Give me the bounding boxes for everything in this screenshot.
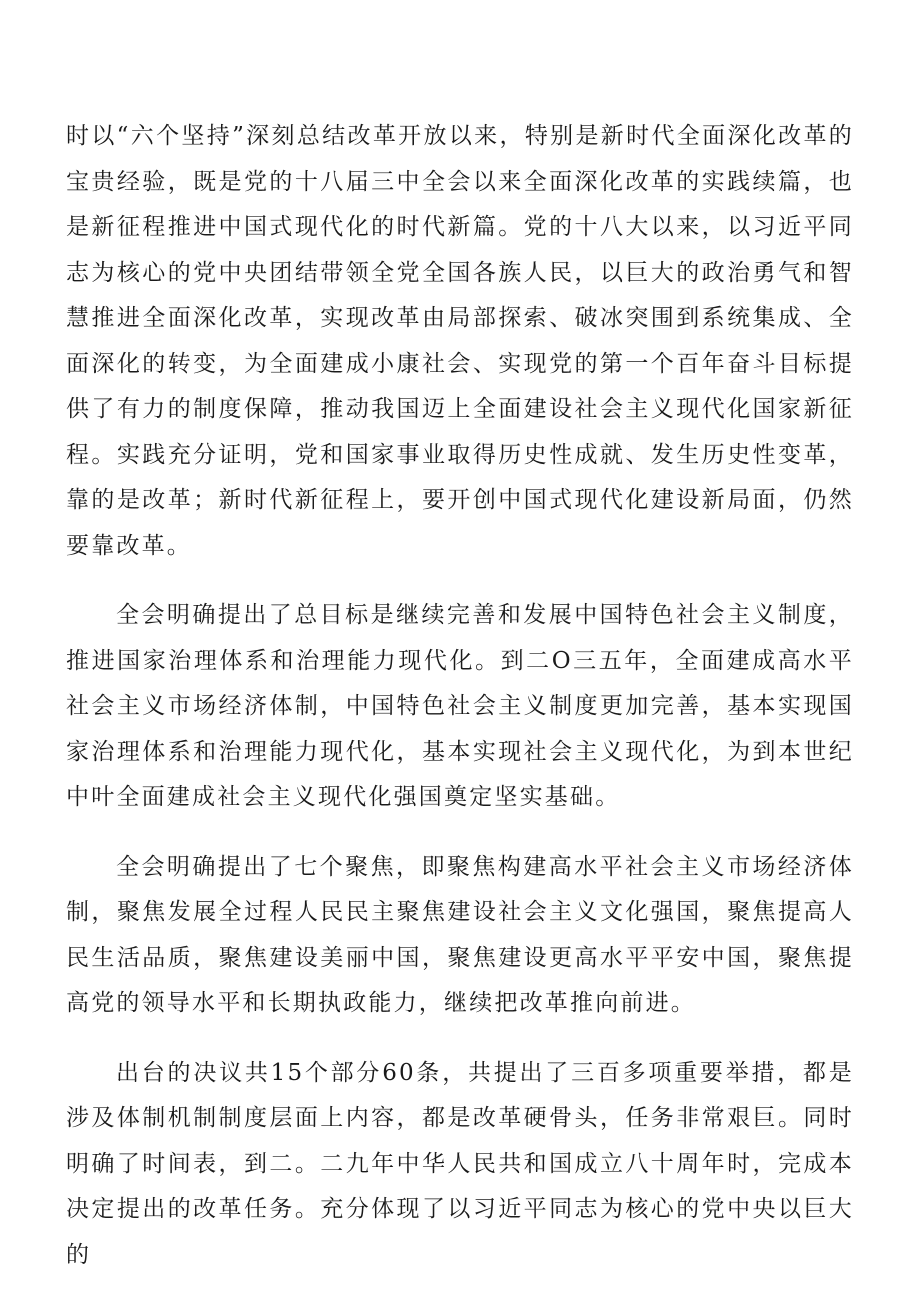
paragraph-3: 全会明确提出了七个聚焦，即聚焦构建高水平社会主义市场经济体制，聚焦发展全过程人民民主聚焦建设社会主义文化强国，聚焦提高人民生活品质，聚焦建设美丽中国，聚焦建设更高水平平安中国，聚焦提高党的领导水平和长期执政能力，继续把改革推向前进。 (66, 853, 854, 1016)
paragraph-2: 全会明确提出了总目标是继续完善和发展中国特色社会主义制度，推进国家治理体系和治理能力现代化。到二O三五年，全面建成高水平社会主义市场经济体制，中国特色社会主义制度更加完善，基本实现国家治理体系和治理能力现代化，基本实现社会主义现代化，为到本世纪中叶全面建成社会主义现代化强国奠定坚实基础。 (66, 602, 854, 810)
paragraph-1: 时以“六个坚持”深刻总结改革开放以来，特别是新时代全面深化改革的宝贵经验，既是党的十八届三中全会以来全面深化改革的实践续篇，也是新征程推进中国式现代化的时代新篇。党的十八大以来，以习近平同志为核心的党中央团结带领全党全国各族人民，以巨大的政治勇气和智慧推进全面深化改革，实现改革由局部探索、破冰突围到系统集成、全面深化的转变，为全面建成小康社会、实现党的第一个百年奋斗目标提供了有力的制度保障，推动我国迈上全面建设社会主义现代化国家新征程。实践充分证明，党和国家事业取得历史性成就、发生历史性变革，靠的是改革；新时代新征程上，要开创中国式现代化建设新局面，仍然要靠改革。 (66, 123, 854, 559)
paragraph-4: 出台的决议共15个部分60条，共提出了三百多项重要举措，都是涉及体制机制制度层面上内容，都是改革硬骨头，任务非常艰巨。同时明确了时间表，到二。二九年中华人民共和国成立八十周年时，完成本决定提出的改革任务。充分体现了以习近平同志为核心的党中央以巨大的 (66, 1059, 854, 1268)
